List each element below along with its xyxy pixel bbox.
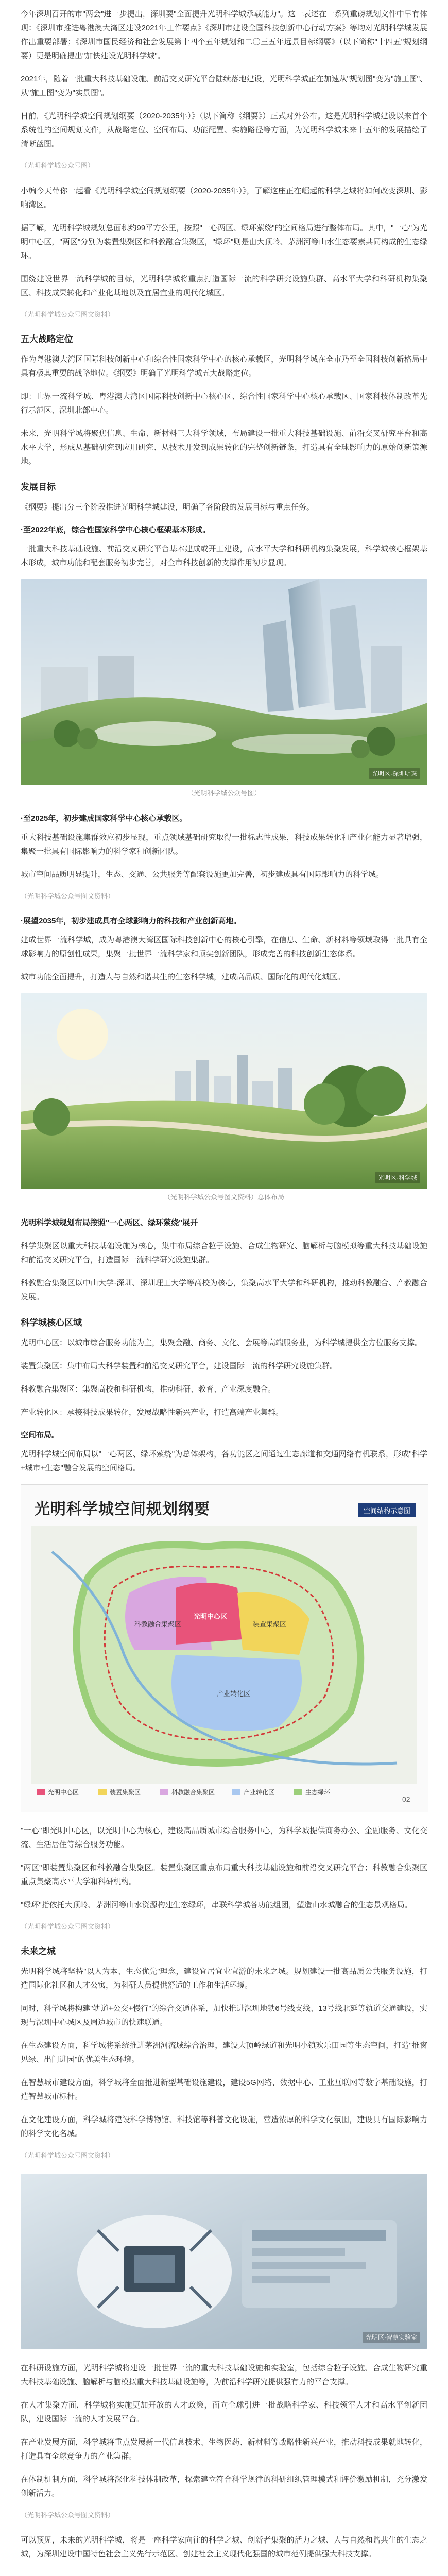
future-paragraph-5: 在文化建设方面，科学城将建设科学博物馆、科技馆等科普文化设施，营造浓厚的科学文化氛围，建设具有国际影响力的科学文化名城。	[21, 2115, 427, 2138]
map-badge: 空间结构示意图	[358, 1503, 416, 1517]
future-city-title: 未来之城	[21, 1946, 56, 1956]
core-paragraph-4: 产业转化区：承接科技成果转化，发展战略性新兴产业，打造高端产业集群。	[21, 1408, 284, 1417]
map-label-zone-a: 装置集聚区	[253, 1620, 287, 1628]
goal-2022-title: ·至2022年底，综合性国家科学中心核心框架基本形成。	[21, 526, 211, 534]
goal-2035-paragraph-2: 城市功能全面提升，打造人与自然和谐共生的生态科学城，建成高品质、国际化的现代化城区。	[21, 973, 346, 981]
map-label-center: 光明中心区	[194, 1613, 228, 1620]
goal-2025-title: ·至2025年，初步建成国家科学中心核心承载区。	[21, 814, 187, 823]
goal-2025-paragraph-1: 重大科技基础设施集群效应初步显现，重点领域基础研究取得一批标志性成果，科技成果转化和产业化能力显著增强，集聚一批具有国际影响力的科学家和创新团队。	[21, 833, 427, 856]
goal-2022-paragraph: 一批重大科技基础设施、前沿交叉研究平台基本建成或开工建设，高水平大学和科研机构集聚发展，科学城核心框架基本形成，城市功能和配套服务初步完善，对全市科技创新的支撑作用初步显现。	[21, 545, 427, 567]
section-title-strategic-positioning: 五大战略定位	[21, 334, 73, 344]
map-legend-label-5: 生态绿环	[305, 1789, 331, 1796]
map-legend-label-4: 产业转化区	[244, 1789, 275, 1796]
map-legend-label-3: 科教融合集聚区	[171, 1789, 215, 1796]
source-note-5: （光明科学城公众号图文资料）总体布局	[163, 1193, 284, 1201]
intro-paragraph-3: 日前，《光明科学城空间规划纲要（2020-2035年）》（以下简称《纲要》）正式对外公布。这是光明科学城建设以来首个系统性的空间规划文件，从战略定位、空间布局、功能配置、实施路径等方面，为光明科学城未来十五年的发展描绘了清晰蓝图。	[21, 112, 427, 148]
source-note-6: （光明科学城公众号图文资料）	[21, 1923, 115, 1930]
photo-watermark-2: 光明区·科学城	[375, 1172, 420, 1183]
intro-paragraph-1: 今年深圳召开的市"两会"进一步提出，深圳要"全面提升光明科学城承载能力"。这一表述在一系列重磅规划文件中早有体现：《深圳市推进粤港澳大湾区建设2021年工作要点》《深圳市建设全国科技创新中心行动方案》等均对光明科学城发展作出重要部署；《深圳市国民经济和社会发展第十四个五年规划和二〇三五年远景目标纲要》（以下简称"十四五"规划纲要）更是明确提出"加快建设光明科学城"。	[21, 10, 427, 60]
intro-paragraph-6: 围绕建设世界一流科学城的目标，光明科学城将重点打造国际一流的科学研究设施集群、高水平大学和科研机构集聚区、科技成果转化和产业化基地以及宜居宜业的现代化城区。	[21, 275, 427, 297]
map-diagram	[21, 1521, 427, 1809]
source-note-7: （光明科学城公众号图文资料）	[21, 2151, 115, 2159]
future-paragraph-1: 光明科学城将坚持"以人为本、生态优先"理念，建设宜居宜业宜游的未来之城。规划建设一批高品质公共服务设施，打造国际化社区和人才公寓，为科研人员提供舒适的工作和生活环境。	[21, 1967, 427, 1990]
future-paragraph-4: 在智慧城市建设方面，科学城将全面推进新型基础设施建设，建设5G网络、数据中心、工业互联网等数字基础设施，打造智慧城市标杆。	[21, 2078, 427, 2101]
map-label-zone-c: 产业转化区	[217, 1690, 251, 1698]
section1-paragraph-2: 即：世界一流科学城、粤港澳大湾区国际科技创新中心核心区、综合性国家科学中心核心承载区、国家科技体制改革先行示范区、深圳北部中心。	[21, 392, 427, 415]
goal-2035-title: ·展望2035年，初步建成具有全球影响力的科技和产业创新高地。	[21, 917, 242, 925]
core-paragraph-1: 光明中心区：以城市综合服务功能为主，集聚金融、商务、文化、会展等高端服务业，为科学城提供全方位服务支撑。	[21, 1338, 423, 1347]
goal-2025-paragraph-2: 城市空间品质明显提升，生态、交通、公共服务等配套设施更加完善，初步建成具有国际影响力的科学城。	[21, 870, 384, 879]
section1-paragraph-1: 作为粤港澳大湾区国际科技创新中心和综合性国家科学中心的核心承载区，光明科学城在全市乃至全国科技创新格局中具有极其重要的战略地位。《纲要》明确了光明科学城五大战略定位。	[21, 355, 427, 378]
space-layout-title: 空间布局。	[21, 1431, 60, 1439]
source-note-2: （光明科学城公众号图文资料）	[21, 311, 115, 318]
photo-watermark-1: 光明区·深圳明珠	[369, 768, 420, 779]
lab-paragraph-4: 在体制机制方面，科学城将深化科技体制改革，探索建立符合科学规律的科研组织管理模式和评价激励机制，充分激发创新活力。	[21, 2475, 427, 2498]
layout-paragraph-1: 科学集聚区以重大科技基础设施为核心，集中布局综合粒子设施、合成生物研究、脑解析与脑模拟等重大科技基础设施和前沿交叉研究平台，打造国际一流科学研究设施集群。	[21, 1242, 427, 1264]
lab-paragraph-2: 在人才集聚方面，科学城将实施更加开放的人才政策，面向全球引进一批战略科学家、科技领军人才和高水平创新团队，建设国际一流的人才发展平台。	[21, 2401, 427, 2424]
city-rendering-photo	[21, 579, 427, 785]
ending-paragraph: 可以预见，未来的光明科学城，将是一座科学家向往的科学之城、创新者集聚的活力之城、人与自然和谐共生的生态之城，为深圳建设中国特色社会主义先行示范区、创建社会主义现代化强国的城市范例提供强大科技支撑。	[21, 2536, 427, 2558]
after-map-paragraph-2: "两区"即装置集聚区和科教融合集聚区。装置集聚区重点布局重大科技基础设施和前沿交叉研究平台；科教融合集聚区重点集聚高水平大学和科研机构。	[21, 1863, 427, 1886]
planning-map	[21, 1484, 428, 1812]
landscape-illustration	[21, 993, 427, 1189]
map-legend-label-2: 装置集聚区	[110, 1789, 141, 1796]
intro-paragraph-5: 据了解，光明科学城规划总面积约99平方公里，按照"一心两区、绿环萦绕"的空间格局进行整体布局。其中，"一心"为光明中心区，"两区"分别为装置集聚区和科教融合集聚区，"绿环"则是由大顶岭、茅洲河等山水生态要素共同构成的生态绿环。	[21, 224, 427, 260]
map-page-number: 02	[402, 1795, 410, 1803]
section1-paragraph-3: 未来，光明科学城将聚焦信息、生命、新材料三大科学领域，布局建设一批重大科技基础设施、前沿交叉研究平台和高水平大学，形成从基础研究到应用研究、从技术开发到成果转化的完整创新链条，打造具有全球影响力的原始创新策源地。	[21, 429, 427, 466]
future-paragraph-2: 同时，科学城将构建"轨道+公交+慢行"的综合交通体系，加快推进深圳地铁6号线支线、13号线北延等轨道交通建设，实现与深圳中心城区及周边城市的快速联通。	[21, 2004, 427, 2027]
map-legend-label-1: 光明中心区	[48, 1789, 79, 1796]
section-title-development-goals: 发展目标	[21, 482, 56, 492]
source-note-3: （光明科学城公众号图）	[187, 789, 261, 797]
goal-2035-paragraph-1: 建成世界一流科学城，成为粤港澳大湾区国际科技创新中心的核心引擎，在信息、生命、新材料等领域取得一批具有全球影响力的原创性成果，集聚一批世界一流科学家和顶尖创新团队，形成完善的科技创新生态体系。	[21, 936, 427, 958]
intro-paragraph-2: 2021年，随着一批重大科技基础设施、前沿交叉研究平台陆续落地建设，光明科学城正在加速从"规划图"变为"施工图"、从"施工图"变为"实景图"。	[21, 75, 427, 97]
lab-paragraph-3: 在产业发展方面，科学城将重点发展新一代信息技术、生物医药、新材料等战略性新兴产业，推动科技成果就地转化，打造具有全球竞争力的产业集群。	[21, 2438, 427, 2461]
lab-illustration	[21, 2174, 427, 2349]
source-note-4: （光明科学城公众号图文资料）	[21, 892, 115, 900]
lab-paragraph-1: 在科研设施方面，光明科学城将建设一批世界一流的重大科技基础设施和实验室，包括综合粒子设施、合成生物研究重大科技基础设施、脑解析与脑模拟重大科技基础设施等，为前沿科学研究提供强有力的平台支撑。	[21, 2364, 427, 2386]
map-legend	[37, 1788, 331, 1796]
development-intro: 《纲要》提出分三个阶段推进光明科学城建设，明确了各阶段的发展目标与重点任务。	[21, 503, 315, 512]
layout-paragraph-2: 科教融合集聚区以中山大学·深圳、深圳理工大学等高校为核心，集聚高水平大学和科研机构，推动科教融合、产教融合发展。	[21, 1279, 427, 1301]
layout-title: 光明科学城规划布局按照"一心两区、绿环萦绕"展开	[21, 1218, 198, 1227]
map-green-ring	[76, 1545, 360, 1763]
core-area-title: 科学城核心区域	[21, 1318, 82, 1328]
source-note-8: （光明科学城公众号图文资料）	[21, 2511, 115, 2519]
future-paragraph-3: 在生态建设方面，科学城将系统推进茅洲河流域综合治理，建设大顶岭绿道和光明小镇欢乐田园等生态空间，打造"推窗见绿、出门进园"的优美生态环境。	[21, 2041, 427, 2064]
city-rendering-illustration	[21, 579, 427, 785]
space-layout-paragraph: 光明科学城空间布局以"一心两区、绿环萦绕"为总体架构，各功能区之间通过生态廊道和交通网络有机联系，形成"科学+城市+生态"融合发展的空间格局。	[21, 1450, 427, 1472]
map-label-zone-b: 科教融合集聚区	[134, 1620, 182, 1628]
core-paragraph-3: 科教融合集聚区：集聚高校和科研机构，推动科研、教育、产业深度融合。	[21, 1385, 276, 1394]
core-paragraph-2: 装置集聚区：集中布局大科学装置和前沿交叉研究平台，建设国际一流的科学研究设施集群。	[21, 1362, 338, 1370]
source-note-1: （光明科学城公众号图）	[21, 162, 95, 170]
after-map-paragraph-1: "一心"即光明中心区，以光明中心为核心，建设高品质城市综合服务中心，为科学城提供商务办公、金融服务、文化交流、生活居住等综合服务功能。	[21, 1826, 427, 1849]
photo-watermark-3: 光明区·智慧实验室	[363, 2332, 420, 2343]
after-map-paragraph-3: "绿环"指依托大顶岭、茅洲河等山水资源构建生态绿环，串联科学城各功能组团，塑造山水城融合的生态景观格局。	[21, 1901, 412, 1909]
landscape-photo	[21, 993, 427, 1189]
lab-photo	[21, 2174, 427, 2349]
map-title: 光明科学城空间规划纲要	[35, 1501, 210, 1518]
intro-paragraph-4: 小编今天带你一起看《光明科学城空间规划纲要（2020-2035年）》，了解这座正在崛起的科学之城将如何改变深圳、影响湾区。	[21, 187, 427, 209]
